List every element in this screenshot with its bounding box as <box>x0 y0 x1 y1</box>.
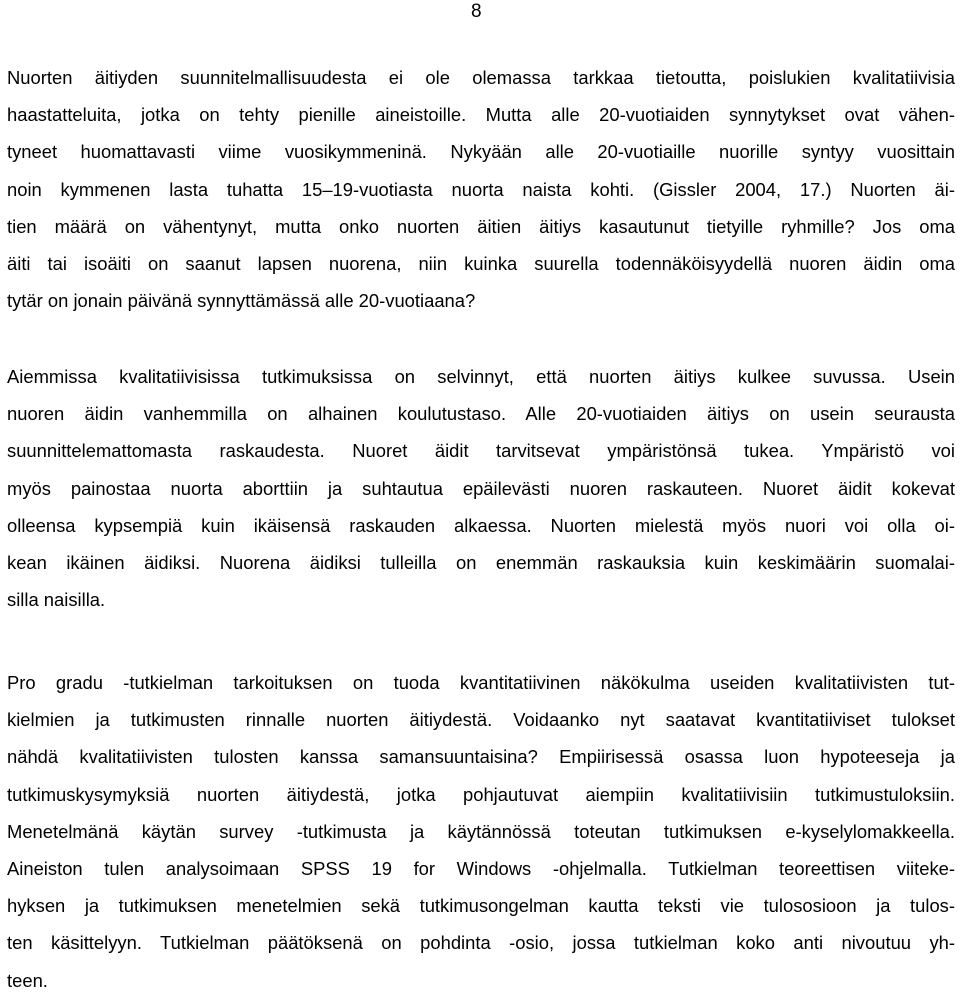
paragraph-line: silla naisilla. <box>7 589 106 611</box>
paragraph-1 <box>7 59 955 319</box>
paragraph-2 <box>7 358 955 618</box>
paragraph-line: suunnittelemattomasta raskaudesta. Nuoret äidit tarvitsevat ympäristönsä tukea. Ympäristö voi <box>7 440 955 462</box>
paragraph-3 <box>7 664 955 999</box>
paragraph-line: tien määrä on vähentynyt, mutta onko nuorten äitien äitiys kasautunut tietyille ryhmille? Jos oma <box>7 215 955 237</box>
paragraph-line: nuoren äidin vanhemmilla on alhainen koulutustaso. Alle 20-vuotiaiden äitiys on usein seurausta <box>7 403 955 425</box>
paragraph-line: tyneet huomattavasti viime vuosikymmeninä. Nykyään alle 20-vuotiaille nuorille syntyy vuosittain <box>7 141 955 163</box>
paragraph-line: nähdä kvalitatiivisten tulosten kanssa samansuuntaisina? Empiirisessä osassa luon hypoteeseja ja <box>7 746 955 768</box>
paragraph-line: tutkimuskysymyksiä nuorten äitiydestä, jotka pohjautuvat aiempiin kvalitatiivisiin tutkimustuloksiin. <box>7 783 955 805</box>
paragraph-line: hyksen ja tutkimuksen menetelmien sekä tutkimusongelman kautta teksti vie tulososioon ja tulos- <box>7 895 955 917</box>
paragraph-line: haastatteluita, jotka on tehty pienille aineistoille. Mutta alle 20-vuotiaiden synnytykset ovat vähen- <box>7 104 955 126</box>
paragraph-line: kielmien ja tutkimusten rinnalle nuorten äitiydestä. Voidaanko nyt saatavat kvantitatiiviset tulokset <box>7 709 955 731</box>
paragraph-line: äiti tai isoäiti on saanut lapsen nuorena, niin kuinka suurella todennäköisyydellä nuoren äidin oma <box>7 253 955 275</box>
paragraph-line: Pro gradu -tutkielman tarkoituksen on tuoda kvantitatiivinen näkökulma useiden kvalitatiivisten tut- <box>7 672 955 693</box>
paragraph-line: olleensa kypsempiä kuin ikäisensä raskauden alkaessa. Nuorten mielestä myös nuori voi olla oi- <box>7 514 955 536</box>
paragraph-line: Aiemmissa kvalitatiivisissa tutkimuksissa on selvinnyt, että nuorten äitiys kulkee suvussa. Usein <box>7 366 955 387</box>
paragraph-line: Aineiston tulen analysoimaan SPSS 19 for Windows -ohjelmalla. Tutkielman teoreettisen viiteke- <box>7 858 955 880</box>
paragraph-line: Menetelmänä käytän survey -tutkimusta ja käytännössä toteutan tutkimuksen e-kyselylomakkeella. <box>7 820 955 842</box>
paragraph-line: teen. <box>7 969 48 991</box>
paragraph-line: kean ikäinen äidiksi. Nuorena äidiksi tulleilla on enemmän raskauksia kuin keskimäärin suomalai- <box>7 552 955 574</box>
paragraph-line: ten käsittelyyn. Tutkielman päätöksenä on pohdinta -osio, jossa tutkielman koko anti nivoutuu yh- <box>7 932 955 954</box>
paragraph-line: noin kymmenen lasta tuhatta 15–19-vuotiasta nuorta naista kohti. (Gissler 2004, 17.) Nuorten äi- <box>7 178 955 200</box>
paragraph-line: Nuorten äitiyden suunnitelmallisuudesta ei ole olemassa tarkkaa tietoutta, poislukien kvalitatiivisia <box>7 67 955 88</box>
paragraph-line: myös painostaa nuorta aborttiin ja suhtautua epäilevästi nuoren raskauteen. Nuoret äidit kokevat <box>7 477 955 499</box>
page-number: 8 <box>471 1 482 22</box>
paragraph-line: tytär on jonain päivänä synnyttämässä alle 20-vuotiaana? <box>7 290 476 312</box>
